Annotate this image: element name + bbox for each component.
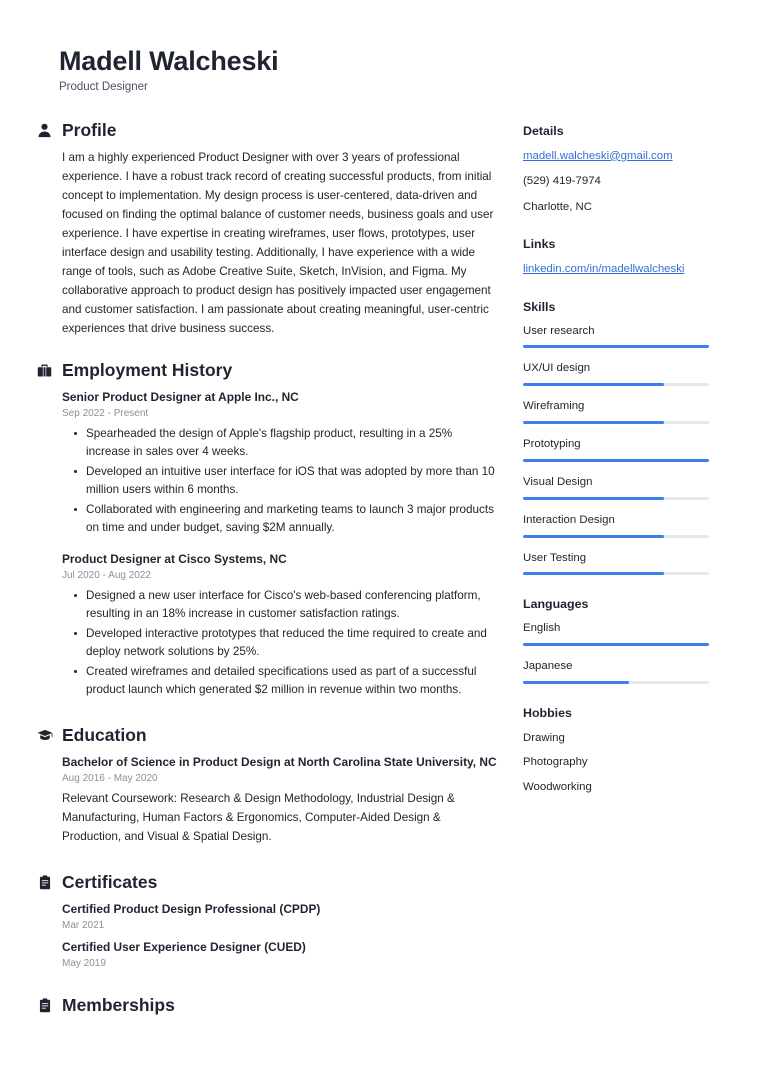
language-item <box>523 659 755 684</box>
certificate-entry <box>62 901 498 932</box>
section-memberships <box>36 996 498 1015</box>
sidebar-block-links <box>523 237 755 277</box>
sidebar-column <box>523 121 755 818</box>
sidebar-block-hobbies <box>523 706 755 795</box>
skill-bar-track <box>523 497 709 500</box>
page-title: Madell Walcheski <box>59 46 279 76</box>
section-title-education: Education <box>62 724 147 745</box>
bullet-item: Spearheaded the design of Apple's flagship product, resulting in a 25% increase in sales over 4 weeks. <box>86 425 498 462</box>
skill-bar-fill <box>523 497 664 500</box>
skill-label: Interaction Design <box>523 513 615 526</box>
resume-header <box>0 0 768 95</box>
employment-bullets <box>62 587 498 700</box>
certificate-icon <box>36 997 53 1014</box>
employment-title: Product Designer at Cisco Systems, NC <box>62 551 287 566</box>
detail-location: Charlotte, NC <box>523 200 593 213</box>
sidebar-block-skills <box>523 300 755 576</box>
education-date: Aug 2016 - May 2020 <box>62 773 158 785</box>
section-body-certificates <box>36 901 498 970</box>
section-title-employment: Employment History <box>62 359 233 380</box>
section-body-employment <box>36 389 498 700</box>
certificate-title: Certified User Experience Designer (CUED) <box>62 940 306 955</box>
skill-bar-fill <box>523 345 709 348</box>
section-title-certificates: Certificates <box>62 871 158 892</box>
skill-bar-track <box>523 383 709 386</box>
language-bar-fill <box>523 681 629 684</box>
education-title: Bachelor of Science in Product Design at North Carolina State University, NC <box>62 755 497 770</box>
education-description: Relevant Coursework: Research & Design Methodology, Industrial Design & Manufacturing, Human Factors & Ergonomics, Computer-Aided Design & Production, and Visual & Spatial Design. <box>62 792 455 844</box>
certificate-date: Mar 2021 <box>62 920 105 932</box>
briefcase-icon <box>36 362 53 379</box>
skill-label: User Testing <box>523 551 587 564</box>
sidebar-title-links: Links <box>523 237 556 252</box>
skill-bar-track <box>523 421 709 424</box>
employment-date: Jul 2020 - Aug 2022 <box>62 569 151 581</box>
link-row <box>523 261 755 278</box>
section-title-profile: Profile <box>62 119 117 140</box>
user-icon <box>36 122 53 139</box>
skill-item <box>523 361 755 386</box>
bullet-item: Created wireframes and detailed specifications used as part of a successful product launch which generated $2 million in revenue within two months. <box>86 663 498 700</box>
language-bar-fill <box>523 643 709 646</box>
email-link[interactable]: madell.walcheski@gmail.com <box>523 149 673 162</box>
employment-bullets <box>62 425 498 538</box>
language-bar-track <box>523 681 709 684</box>
section-body-profile <box>36 149 498 339</box>
skill-bar-track <box>523 572 709 575</box>
skill-bar-track <box>523 345 709 348</box>
section-education <box>36 726 498 847</box>
section-header-profile <box>36 121 498 140</box>
section-header-education <box>36 726 498 745</box>
section-employment-history <box>36 361 498 700</box>
certificate-entry <box>62 939 498 970</box>
skill-label: Visual Design <box>523 475 593 488</box>
hobby-item: Drawing <box>523 731 565 744</box>
linkedin-link[interactable]: linkedin.com/in/madellwalcheski <box>523 263 685 276</box>
section-header-memberships <box>36 996 498 1015</box>
employment-date: Sep 2022 - Present <box>62 407 149 419</box>
employment-entry <box>62 389 498 538</box>
section-title-memberships: Memberships <box>62 995 175 1016</box>
sidebar-title-skills: Skills <box>523 299 556 314</box>
section-body-education <box>36 754 498 847</box>
sidebar-title-languages: Languages <box>523 597 589 612</box>
hobby-item: Photography <box>523 756 588 769</box>
skill-label: UX/UI design <box>523 362 591 375</box>
skill-bar-fill <box>523 421 664 424</box>
skill-label: Prototyping <box>523 438 581 451</box>
graduation-cap-icon <box>36 727 53 744</box>
skill-bar-fill <box>523 459 709 462</box>
skill-bar-track <box>523 535 709 538</box>
detail-phone: (529) 419-7974 <box>523 175 601 188</box>
resume-body <box>0 121 768 1025</box>
sidebar-block-languages <box>523 597 755 684</box>
sidebar-block-details <box>523 124 755 215</box>
section-certificates <box>36 873 498 970</box>
certificate-title: Certified Product Design Professional (CPDP) <box>62 902 321 917</box>
main-column <box>36 121 498 1025</box>
certificate-icon <box>36 874 53 891</box>
language-label: English <box>523 622 561 635</box>
skill-bar-fill <box>523 572 664 575</box>
skill-item <box>523 324 755 349</box>
bullet-item: Developed an intuitive user interface for iOS that was adopted by more than 10 million users within 6 months. <box>86 463 498 500</box>
job-title: Product Designer <box>59 81 148 94</box>
section-header-certificates <box>36 873 498 892</box>
employment-entry <box>62 551 498 700</box>
skill-bar-fill <box>523 383 664 386</box>
bullet-item: Developed interactive prototypes that reduced the time required to create and deploy network solutions by 25%. <box>86 625 498 662</box>
employment-title: Senior Product Designer at Apple Inc., NC <box>62 389 299 404</box>
bullet-item: Collaborated with engineering and marketing teams to launch 3 major products on time and under budget, saving $2M annually. <box>86 501 498 538</box>
skill-label: User research <box>523 324 595 337</box>
profile-text: I am a highly experienced Product Designer with over 3 years of professional experience. I have a robust track record of creating successful products, from initial concept to implementation. My design process is user-centered, data-driven and focused on finding the optimal balance of customer needs, business goals and user experience. I have expertise in creating wireframes, user flows, prototypes, user interface design and usability testing. Additionally, I have experience with a wide range of tools, such as Adobe Creative Suite, Sketch, InVision, and Figma. My collaborative approach to product design has positively impacted user engagement and customer satisfaction. I am passionate about creating meaningful, user-centric experiences that drive business success. <box>62 151 494 335</box>
sidebar-title-hobbies: Hobbies <box>523 705 572 720</box>
hobby-item: Woodworking <box>523 780 592 793</box>
certificate-date: May 2019 <box>62 958 106 970</box>
section-header-employment <box>36 361 498 380</box>
skill-item <box>523 513 755 538</box>
education-entry <box>62 754 498 847</box>
language-label: Japanese <box>523 660 573 673</box>
skill-item <box>523 475 755 500</box>
skill-label: Wireframing <box>523 400 585 413</box>
skill-item <box>523 399 755 424</box>
skill-bar-fill <box>523 535 664 538</box>
detail-email-row <box>523 148 755 165</box>
section-profile <box>36 121 498 339</box>
bullet-item: Designed a new user interface for Cisco's web-based conferencing platform, resulting in an 18% increase in customer satisfaction ratings. <box>86 587 498 624</box>
sidebar-title-details: Details <box>523 123 564 138</box>
skill-item <box>523 437 755 462</box>
language-bar-track <box>523 643 709 646</box>
language-item <box>523 621 755 646</box>
skill-bar-track <box>523 459 709 462</box>
skill-item <box>523 551 755 576</box>
